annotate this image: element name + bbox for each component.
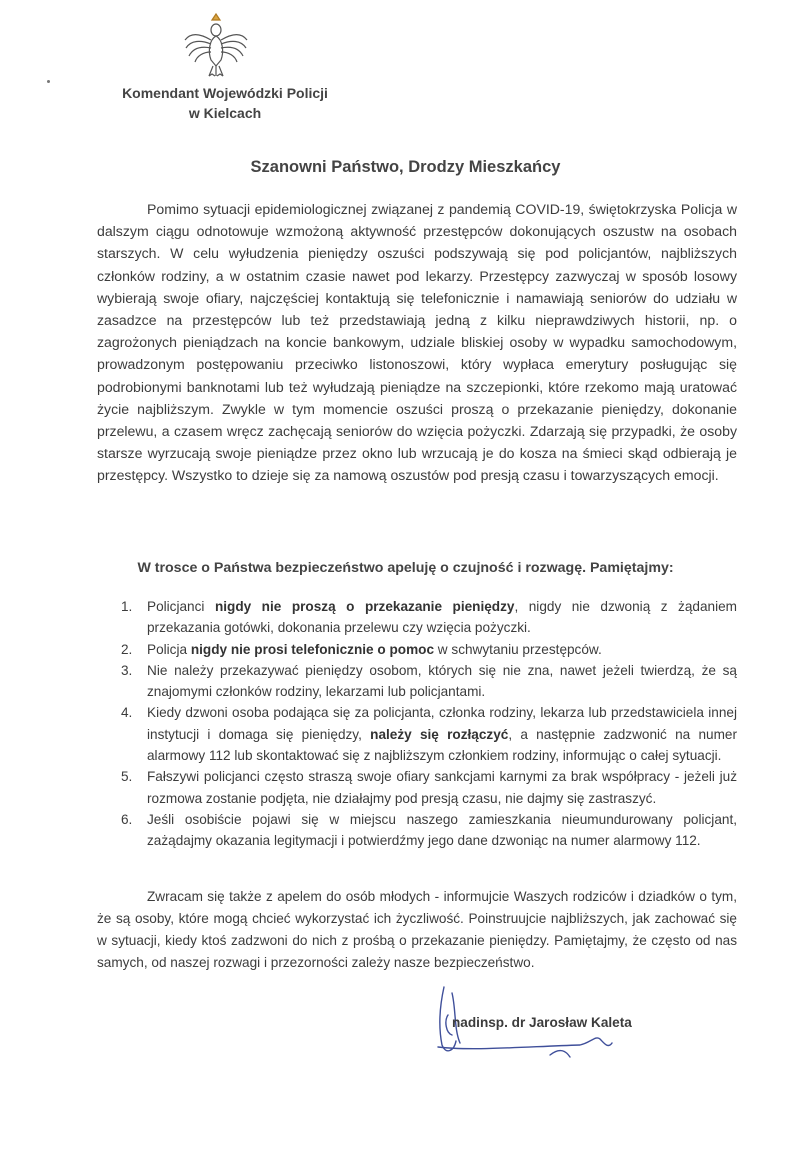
list-item: 5. Fałszywi policjanci często straszą swoje ofiary sankcjami karnymi za brak współpracy - jeżeli już rozmowa zostanie podjęta, nie działajmy pod presją czasu, nie dajmy się zastraszyć.	[97, 766, 737, 809]
org-name: Komendant Wojewódzki Policji	[122, 85, 328, 101]
issuing-authority	[110, 83, 340, 123]
appeal-heading: W trosce o Państwa bezpieczeństwo apeluję o czujność i rozwagę. Pamiętajmy:	[137, 560, 674, 576]
intro-text: Pomimo sytuacji epidemiologicznej związanej z pandemią COVID-19, świętokrzyska Policja w dalszym ciągu odnotowuje wzmożoną aktywność przestępców dokonujących oszustw na osobach starszych. W celu wyłudzenia pieniędzy oszuści podszywają się pod policjantów, najbliższych członków rodziny, a w ostatnim czasie nawet pod lekarzy. Przestępcy zazwyczaj w sposób losowy wybierają swoje ofiary, najczęściej kontaktują się telefonicznie i namawiają seniorów do udziału w zasadzce na przestępców lub też przedstawiają jedną z kilku nieprawdziwych historii, np. o zagrożonych pieniądzach na koncie bankowym, udziale bliskiej osoby w wypadku samochodowym, prowadzonym postępowaniu przeciwko listonoszowi, który wypłaca emerytury posługując się podrobionymi banknotami lub też wyłudzają pieniądze na szczepionki, które rzekomo mają uratować życie najbliższym. Zwykle w tym momencie oszuści proszą o przekazanie pieniędzy, dokonanie przelewu, a czasem wręcz zachęcają seniorów do wzięcia pożyczki. Zdarzają się przypadki, że osoby starsze wyrzucają swoje pieniądze przez okno lub wrzucają je do kosza na śmieci skąd odbierają je przestępcy. Wszystko to dzieje się za namową oszustów pod presją czasu i towarzyszących emocji.	[97, 201, 737, 484]
emphasis: nigdy nie prosi telefonicznie o pomoc	[190, 641, 435, 657]
list-item: 1. Policjanci nigdy nie proszą o przekazanie pieniędzy, nigdy nie dzwonią z żądaniem przekazania gotówki, dokonania przelewu czy wzięcia pożyczki.	[97, 596, 737, 639]
list-item: 2. Policja nigdy nie prosi telefonicznie o pomoc w schwytaniu przestępców.	[97, 639, 737, 660]
item-number: 6.	[121, 811, 133, 827]
intro-paragraph	[97, 198, 737, 487]
item-number: 1.	[121, 599, 133, 614]
list-item: 4. Kiedy dzwoni osoba podająca się za policjanta, członka rodziny, lekarza lub przedstawiciela innej instytucji i domaga się pieniędzy, należy się rozłączyć, a następnie zadzwonić na numer alarmowy 112 lub skontaktować się z najbliższym członkiem rodziny, informując o całej sytuacji.	[97, 702, 737, 766]
item-number: 5.	[121, 769, 133, 785]
org-location: w Kielcach	[188, 105, 262, 121]
closing-paragraph	[97, 886, 737, 974]
item-number: 2.	[121, 641, 133, 657]
emphasis: nigdy nie proszą o przekazanie pieniędzy	[214, 599, 515, 614]
list-item: 3. Nie należy przekazywać pieniędzy osobom, których się nie zna, nawet jeżeli twierdzą, że są znajomymi członków rodziny, lekarzami lub policjantami.	[97, 660, 737, 703]
item-number: 4.	[121, 705, 133, 721]
polish-eagle-emblem-icon	[183, 10, 249, 80]
scan-speck	[47, 80, 50, 83]
item-number: 3.	[121, 662, 133, 678]
safety-rules-list	[97, 596, 737, 852]
list-item: 6. Jeśli osobiście pojawi się w miejscu naszego zamieszkania nieumundurowany policjant, zażądajmy okazania legitymacji i potwierdźmy jego dane dzwoniąc na numer alarmowy 112.	[97, 809, 737, 852]
letter-title: Szanowni Państwo, Drodzy Mieszkańcy	[250, 158, 561, 176]
emphasis: należy się rozłączyć	[370, 726, 509, 742]
signer-name: nadinsp. dr Jarosław Kaleta	[452, 1015, 632, 1030]
closing-text: Zwracam się także z apelem do osób młodych - informujcie Waszych rodziców i dziadków o tym, że są osoby, które mogą chcieć wykorzystać ich życzliwość. Poinstruujcie najbliższych, jak zachować się w sytuacji, kiedy ktoś zadzwoni do nich z prośbą o przekazanie pieniędzy. Pamiętajmy, że często od nas samych, od naszej rozwagi i przezorności zależy nasze bezpieczeństwo.	[97, 889, 737, 970]
